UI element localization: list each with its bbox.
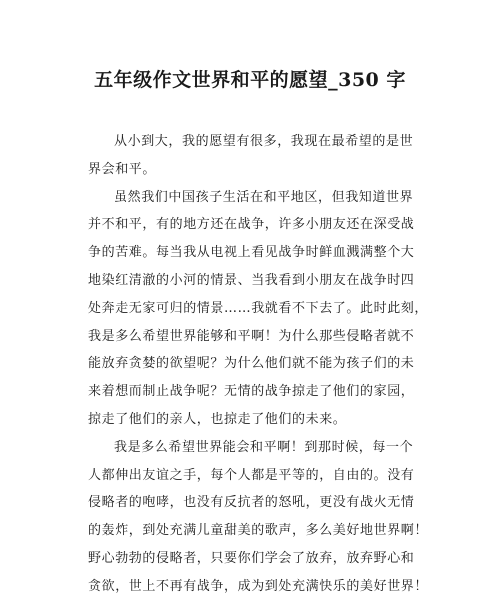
paragraph-line: 界会和平。 [88, 161, 157, 177]
paragraph-line: 的轰炸，到处充满儿童甜美的歌声，多么美好地世界啊！ [88, 523, 429, 539]
paragraph-line: 野心勃勃的侵略者，只要你们学会了放弃，放弃野心和 [88, 550, 415, 566]
paragraph-line: 我是多么希望世界能够和平啊！为什么那些侵略者就不 [88, 328, 415, 344]
page-title: 五年级作文世界和平的愿望_350 字 [94, 69, 406, 91]
paragraph-line: 处奔走无家可归的情景……我就看不下去了。此时此刻， [88, 300, 429, 316]
paragraph-line: 掠走了他们的亲人，也掠走了他们的未来。 [88, 411, 347, 427]
paragraph-line: 虽然我们中国孩子生活在和平地区，但我知道世界 [114, 189, 414, 205]
paragraph-line: 人都伸出友谊之手，每个人都是平等的，自由的。没有 [88, 467, 415, 483]
paragraph-line: 贪欲，世上不再有战争，成为到处充满快乐的美好世界！ [88, 578, 429, 594]
paragraph-line: 地染红清澈的小河的情景、当我看到小朋友在战争时四 [88, 272, 415, 288]
paragraph-line: 从小到大，我的愿望有很多，我现在最希望的是世 [114, 134, 414, 149]
paragraph-line: 并不和平，有的地方还在战争，许多小朋友还在深受战 [88, 217, 415, 233]
paragraph-line: 我是多么希望世界能会和平啊！到那时候，每一个 [114, 439, 414, 455]
paragraph-line: 争的苦难。每当我从电视上看见战争时鲜血溅满整个大 [88, 245, 415, 261]
paragraph-line: 侵略者的咆哮，也没有反抗者的怒吼，更没有战火无情 [88, 495, 415, 511]
paragraph-line: 能放弃贪婪的欲望呢？为什么他们就不能为孩子们的未 [88, 356, 415, 372]
paragraph-line: 来着想而制止战争呢？无情的战争掠走了他们的家园， [88, 384, 415, 400]
essay-body [88, 128, 429, 601]
